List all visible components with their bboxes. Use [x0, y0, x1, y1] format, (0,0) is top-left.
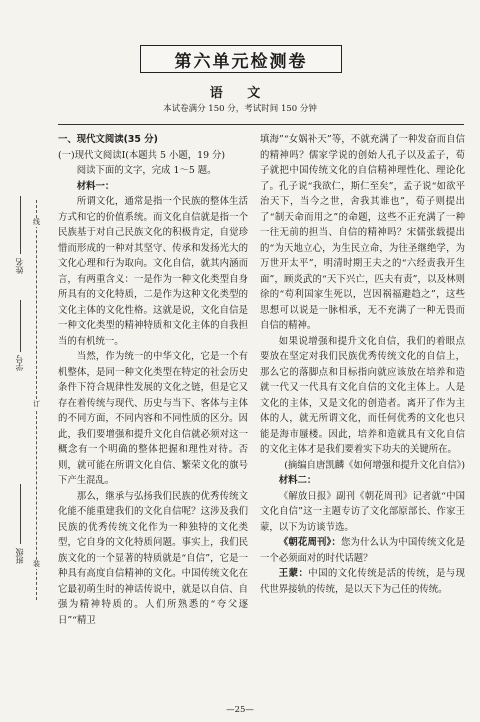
name-blank[interactable]	[20, 196, 21, 254]
subject-title: 语 文	[209, 86, 271, 101]
question-text: 您为什么认为中国传统文化是一个必须面对的时代话题？	[260, 537, 465, 564]
answer-text: 中国的文化传统是活的传统，是与现代世界接轨的传统，是以天下为己任的传统。	[260, 568, 465, 595]
name-label: 姓名	[15, 258, 24, 274]
exam-title: 第六单元检测卷	[140, 45, 342, 73]
question-speaker: 《朝花周刊》：	[278, 537, 341, 548]
paragraph: 如果说增强和提升文化自信，我们的着眼点要放在坚定对我们民族优秀传统文化的自信上，那么它的落脚点和目标指向就应该放在培养和造就一代又一代具有文化自信的文化主体上。人是文化的主体，又是文化的创造者。离开了作为主体的人，就无所谓文化，而任何优秀的文化也只能是海市蜃楼。因此，培养和造就具有文化自信的文化主体才是我们要着实下功夫的关键所在。	[260, 335, 465, 455]
paragraph: 那么，继承与弘扬我们民族的优秀传统文化能不能重建我们的文化自信呢？这涉及我们民族的优秀传统文化作为一种独特的文化类型，它自身的文化特质问题。事实上，我们民族文化的一个显著的特质就是“自信”，它是一种具有高度自信精神的文化。中国传统文化在它最初萌生时的神话传说中，就是以自信、自强为精神特质的。人们所熟悉的“夸父逐日”“精卫	[58, 490, 248, 626]
paragraph: 《解放日报》副刊《朝花周刊》记者就“中国文化自信”这一主题专访了文化部原部长、作家王蒙，以下为访谈节选。	[260, 490, 465, 533]
binding-mark-top: 线	[33, 218, 40, 226]
instruction-text: 阅读下面的文字，完成 1～5 题。	[76, 165, 217, 176]
right-column	[260, 132, 465, 597]
student-id-blank[interactable]	[20, 300, 21, 352]
subsection-heading: (一)现代文阅读Ⅰ(本题共 5 小题，19 分)	[58, 149, 226, 161]
binding-mark-bottom: 装	[33, 560, 40, 568]
student-id-label: 学号	[15, 355, 24, 371]
source-citation: (摘编自唐凯麟《如何增强和提升文化自信》)	[284, 459, 465, 471]
page-number: —25—	[226, 705, 254, 715]
material-one-label: 材料一：	[76, 180, 115, 192]
exam-info: 本试卷满分 150 分，考试时间 150 分钟	[163, 104, 317, 114]
section-heading: 一、现代文阅读(35 分)	[58, 134, 158, 145]
class-blank[interactable]	[20, 484, 21, 544]
interview-answer	[260, 566, 465, 597]
left-column	[58, 132, 248, 628]
paragraph: 填海”“女娲补天”等，不就充满了一种发奋而自信的精神吗？儒家学说的创始人孔子以及孟子，荀子就把中国传统文化的自信精神理性化、理论化了。孔子说“我欲仁，斯仁至矣”，孟子说“如欲平治天下，当今之世，舍我其谁也”，荀子则提出了“制天命而用之”的命题，这些不正充满了一种一往无前的担当、自信的精神吗？宋儒张载提出的“为天地立心，为生民立命，为往圣继绝学，为万世开太平”，明清时期王夫之的“六经责我开生面”，顾炎武的“天下兴亡，匹夫有责”，以及林则徐的“苟利国家生死以，岂因祸福避趋之”，这些思想可以说是一脉相承，无不充满了一种无畏而自信的精神。	[260, 134, 465, 331]
header-divider	[58, 124, 464, 125]
class-label: 班级	[15, 548, 24, 564]
interview-question	[260, 535, 465, 566]
binding-mark-mid: 订	[33, 400, 40, 408]
answer-speaker: 王蒙：	[278, 568, 309, 579]
material-two-label: 材料二：	[278, 475, 317, 486]
paragraph: 所谓文化，通常是指一个民族的整体生活方式和它的价值系统。而文化自信就是指一个民族基于对自己民族文化的积极肯定，自觉珍惜而形成的一种对其坚守、传承和发扬光大的文化心理和行为取向。文化自信，就其内涵而言，有两重含义：一是作为一种文化类型自身所具有的文化特质，二是作为这种文化类型的文化主体的文化性格。这就是说，文化自信是一种文化类型的精神特质和文化主体的自我担当的有机统一。	[58, 196, 248, 347]
paragraph: 当然，作为统一的中华文化，它是一个有机整体，是同一种文化类型在特定的社会历史条件下符合规律性发展的文化之链，但是它又存在着传统与现代、历史与当下、客体与主体的不同方面，不同内容和不同性质的区分。因此，我们要增强和提升文化自信就必须对这一概念有一个明确的整体把握和理性对待。否则，就可能在所谓文化自信、繁荣文化的旗号下产生混乱。	[58, 351, 248, 486]
